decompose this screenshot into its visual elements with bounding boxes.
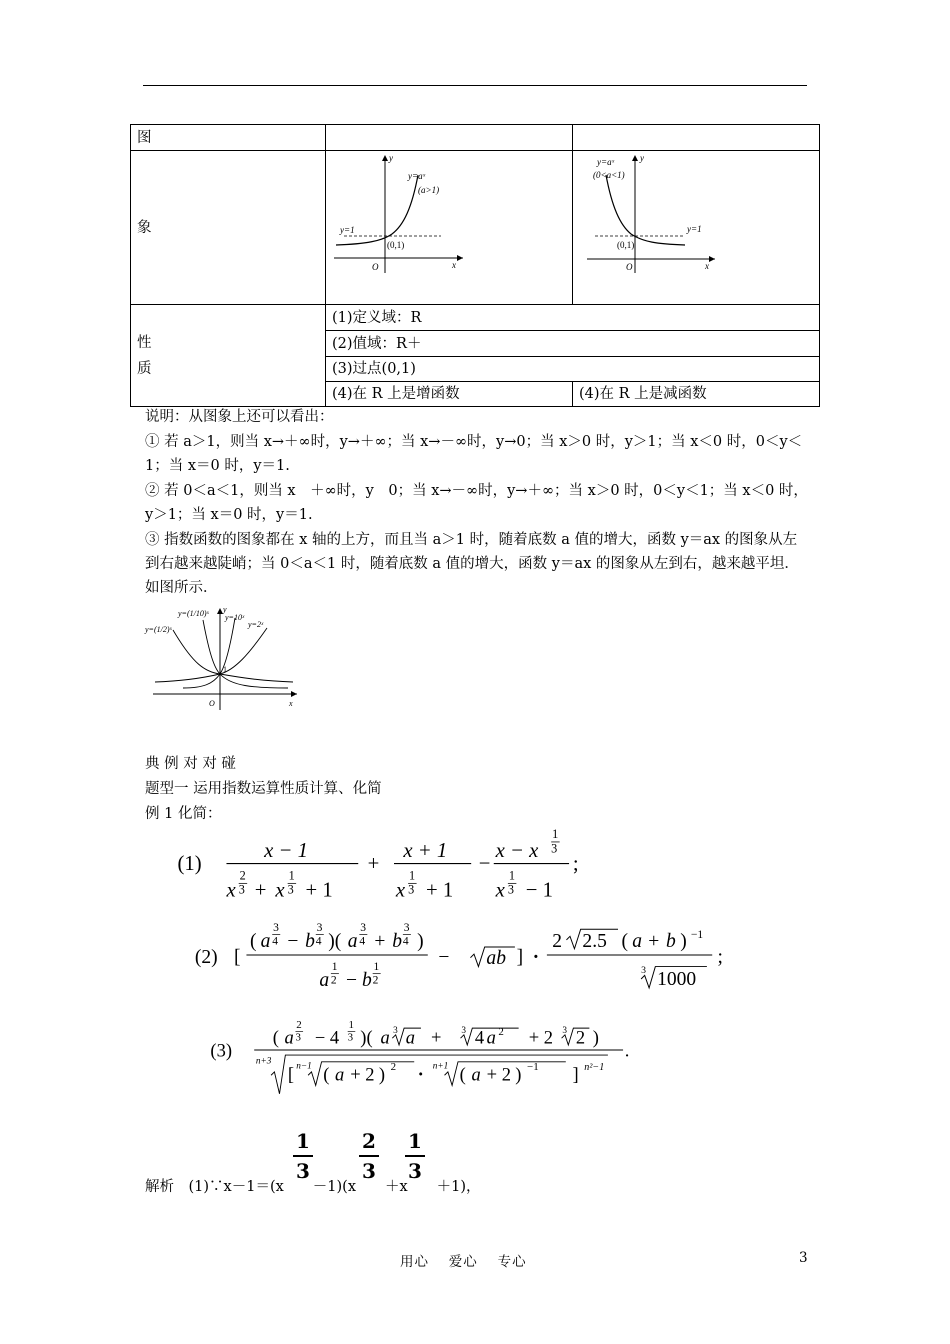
curve-half [173,630,293,682]
x-label: x [289,699,293,708]
eq2-term: −1 [690,929,704,942]
properties-table [130,124,820,407]
eq2-term: ( [250,931,257,952]
eq3-term: a [486,1027,496,1049]
solution-line: 解析 (1)∵x－1＝(x －1)(x ＋x ＋1)， [145,1179,481,1195]
eq2-term: 2 [372,974,379,987]
frac-den: 3 [362,1159,376,1183]
curve-ten [183,618,235,688]
eq1-term: 3 [408,882,415,897]
prop-fixed-point: (3)过点(0,1) [326,357,820,382]
eq3-term: a [471,1064,481,1086]
label-half: y=(1/2)ˣ [145,625,172,634]
prop-increasing: (4)在 R 上是增函数 [326,382,573,407]
label-ten: y=10ˣ [225,613,245,622]
eq3-term: + 2 [528,1027,554,1049]
eq3-term: ] [572,1064,579,1086]
eq2-number: (2) [194,947,218,968]
eq3-term: ) [592,1027,599,1049]
note-item-3: ③ 指数函数的图象都在 x 轴的上方，而且当 a＞1 时，随着底数 a 值的增大，函数 y＝ax 的图象从左到右越来越陡峭；当 0＜a＜1 时，随着底数 a 值的增大，函数 y＝ax 的图象从左到右，越来越平坦．如图所示． [145,532,799,596]
eq1-term: x [275,879,285,902]
origin-label: O [209,699,215,708]
origin-label: O [626,262,633,272]
eq3-term: n−1 [296,1061,312,1072]
eq1-term: 2 [239,868,246,883]
frac-den: 3 [408,1159,422,1183]
eq2-term: b [392,931,403,952]
eq1-term: − 1 [525,879,553,902]
frac-num: 1 [296,1129,310,1153]
eq3-number: (3) [210,1040,233,1062]
eq1-term: 1 [552,827,559,842]
eq2-term: · [532,947,540,968]
eq3-term: + [431,1027,442,1049]
origin-label: O [372,262,379,272]
eq2-term: a [260,931,271,952]
eq2-term: − [346,970,358,992]
eq2-term: ( [621,931,629,952]
eq3-term: 3 [295,1031,301,1044]
point-label: (0,1) [617,240,635,250]
eq3-term: a [405,1027,416,1049]
eq2-term: 1000 [657,969,697,991]
properties-label-1: 性 [137,334,152,351]
eq3-term: + 2 [486,1064,511,1086]
eq1-term: 1 [508,868,515,883]
image-label-cell: 图 [131,125,326,151]
prop-range: (2)值域：R＋ [326,331,820,357]
eq1-term: + 1 [305,879,333,902]
curve-label: y=aˣ [408,171,426,181]
empty-cell [573,125,820,151]
eq2-term: + [374,931,386,952]
prop-domain: (1)定义域：R [326,305,820,331]
eq1-term: 3 [551,841,558,856]
x-label: x [452,260,456,270]
eq2-term: a [347,931,358,952]
equation-2 [150,915,830,995]
eq3-term: a [335,1064,345,1086]
eq3-term: . [624,1040,630,1062]
eq3-term: 3 [461,1026,466,1037]
eq2-term: ) [680,931,687,952]
graph-a-lt-1 [573,151,820,298]
header-rule [143,85,807,86]
eq1-term: x [495,879,505,902]
label-one: 1 [223,665,227,674]
eq2-term: − [287,931,299,952]
prop-decreasing: (4)在 R 上是减函数 [573,382,820,407]
section-heading: 典 例 对 对 碰 [145,756,236,772]
eq2-term: + [648,931,660,952]
eq1-term: 3 [238,882,245,897]
eq3-term: ( [459,1064,466,1086]
eq3-term: −1 [527,1061,539,1074]
eq3-term: ) [378,1064,386,1086]
eq2-term: b [305,931,315,952]
eq3-term: ) [515,1064,522,1086]
eq2-term: 2 [330,974,337,987]
eq3-term: 1 [348,1019,354,1032]
empty-cell [326,125,573,151]
frac-den: 3 [296,1159,310,1183]
eq3-term: n²−1 [584,1062,605,1074]
eq2-term: 2 [552,931,563,952]
eq2-term: 4 [315,935,322,948]
problem-type: 题型一 运用指数运算性质计算、化简 [145,781,382,797]
eq2-term: )( [328,931,342,952]
eq2-term: 1 [331,961,338,974]
eq2-term: 3 [641,964,647,976]
exponential-family-graph [143,602,303,714]
asymptote-label: y=1 [340,225,355,235]
eq3-term: 2 [390,1061,397,1074]
eq1-term: x [226,879,236,902]
curve-a-lt-1 [606,175,685,245]
eq1-term: x − 1 [264,840,308,862]
eq2-term: ab [486,947,506,969]
eq3-term: 4 [474,1027,485,1049]
y-label: y [640,153,644,163]
equation-3 [150,1018,830,1098]
graph-a-lt-1-cell [573,151,820,305]
frac-num: 2 [362,1129,376,1153]
image-label-cell-2: 象 [131,151,326,305]
eq2-term: 3 [273,922,279,934]
properties-label-2: 质 [137,360,152,377]
eq3-term: · [417,1064,424,1086]
eq3-term: 3 [347,1031,354,1044]
label-tenth: y=(1/10)ˣ [178,609,209,618]
eq2-term: 3 [403,922,410,934]
eq3-term: 3 [393,1026,398,1037]
eq3-term: ( [272,1027,279,1049]
eq1-term: 1 [288,868,295,883]
eq2-term: 1 [373,961,380,974]
eq3-term: − 4 [314,1027,340,1049]
eq3-term: ( [323,1064,330,1086]
curve-label: y=aˣ [597,157,615,167]
condition-label: (0<a<1) [593,170,625,180]
eq2-term: 3 [360,922,367,934]
eq2-term: ; [717,947,723,968]
note-item-1: ① 若 a＞1，则当 x→＋∞时，y→＋∞；当 x→－∞时，y→0；当 x＞0 时，y＞1；当 x＜0 时，0＜y＜1；当 x＝0 时，y＝1. [145,434,803,474]
eq3-term: n+3 [255,1056,272,1067]
eq1-term: x + 1 [403,840,448,862]
eq3-term: a [380,1027,390,1049]
footer-motto: 用心 爱心 专心 [400,1254,527,1270]
eq1-term: + [254,879,267,902]
eq3-term: + 2 [350,1064,375,1086]
label-two: y=2ˣ [248,620,264,629]
eq3-term: [ [287,1064,295,1086]
eq1-term: + [367,853,380,876]
x-label: x [705,261,709,271]
eq1-term: − [478,853,491,876]
point-label: (0,1) [387,240,405,250]
notes-intro: 说明：从图象上还可以看出： [145,409,334,425]
eq3-term: 2 [498,1025,504,1038]
y-label: y [389,153,393,163]
eq2-term: ) [417,931,424,952]
eq3-term: )( [360,1027,373,1049]
eq2-term: 2.5 [582,931,607,952]
equation-1 [150,825,830,905]
eq3-term: 2 [296,1019,302,1032]
eq1-term: 3 [287,882,294,897]
eq2-term: 4 [359,935,366,948]
eq2-term: 4 [402,935,409,948]
eq2-term: 4 [272,935,279,948]
eq3-term: a [284,1027,294,1049]
eq3-term: 2 [575,1027,586,1049]
eq2-term: b [666,931,676,952]
eq1-term: x − x [495,840,539,862]
eq1-term: 3 [507,882,514,897]
eq2-term: a [632,931,643,952]
condition-label: (a>1) [418,185,440,195]
eq1-term: x [395,879,406,902]
eq2-term: [ [234,947,241,968]
graph-a-gt-1-cell [326,151,573,305]
eq1-term: ; [572,853,579,876]
page-number: 3 [799,1250,808,1266]
eq2-term: 3 [316,922,323,934]
asymptote-label: y=1 [687,224,702,234]
eq3-term: n+1 [432,1061,449,1072]
y-label: y [223,605,227,614]
example-intro: 例 1 化简： [145,806,222,822]
eq1-number: (1) [177,853,202,876]
graph-a-gt-1 [326,151,573,298]
eq2-term: ] [516,947,524,968]
eq1-term: 1 [409,868,416,883]
frac-num: 1 [408,1129,422,1153]
note-item-2: ② 若 0＜a＜1，则当 x ＋∞时，y 0；当 x→－∞时，y→＋∞；当 x＞0 时，0＜y＜1；当 x＜0 时，y＞1；当 x＝0 时，y＝1. [145,483,808,523]
eq1-term: + 1 [426,879,454,902]
eq2-term: a [319,970,330,992]
eq3-term: 3 [562,1026,568,1037]
eq2-term: b [362,970,372,992]
properties-label-cell [131,305,326,407]
eq2-term: − [438,947,450,968]
